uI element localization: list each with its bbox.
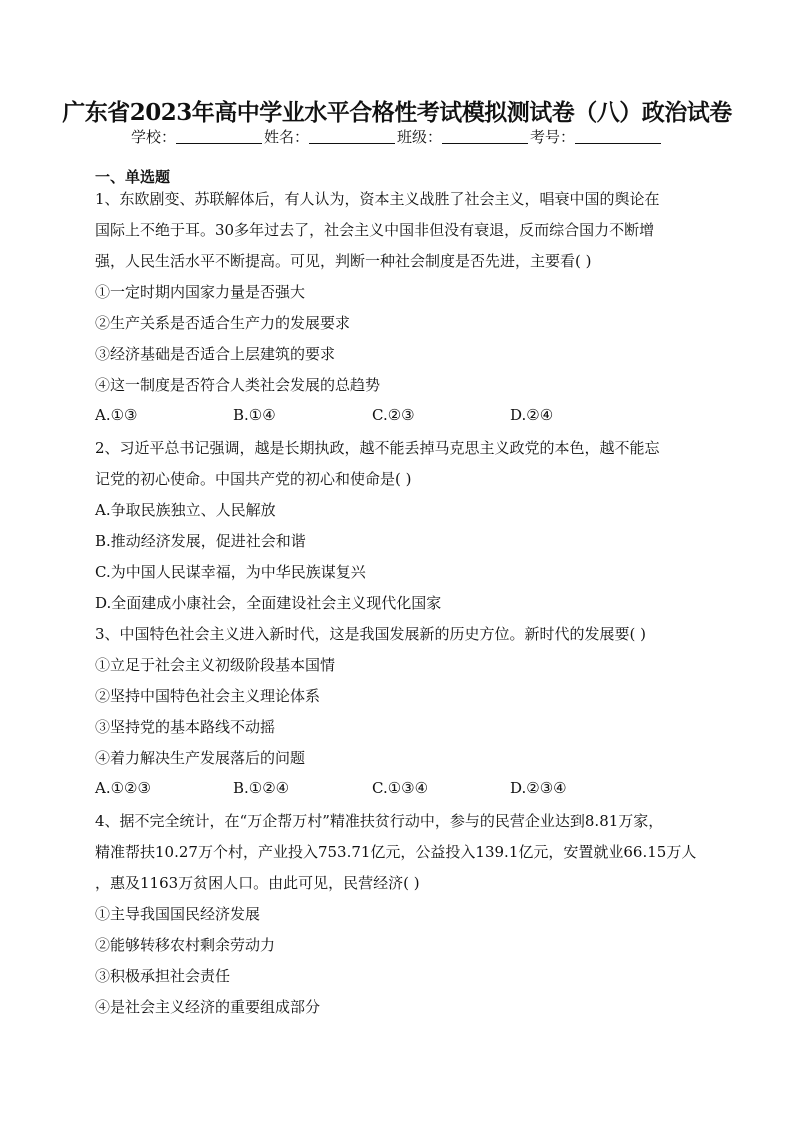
q2-stem-line: 2、习近平总书记强调，越是长期执政，越不能丢掉马克思主义政党的本色，越不能忘: [95, 439, 660, 457]
name-blank: [309, 129, 395, 144]
q4-item: ①主导我国国民经济发展: [95, 905, 261, 923]
q3-item: ①立足于社会主义初级阶段基本国情: [95, 656, 336, 674]
q3-option-c: C.①③④: [372, 779, 429, 797]
q1-option-d: D.②④: [510, 406, 554, 424]
q4-stem-line: ，惠及1163万贫困人口。由此可见，民营经济( ): [95, 874, 420, 892]
section-heading: 一、单选题: [95, 168, 171, 186]
q4-item: ④是社会主义经济的重要组成部分: [95, 998, 321, 1016]
q1-item: ①一定时期内国家力量是否强大: [95, 283, 306, 301]
school-blank: [176, 129, 262, 144]
q1-item: ③经济基础是否适合上层建筑的要求: [95, 345, 336, 363]
school-label: 学校：: [130, 128, 176, 146]
name-label: 姓名：: [263, 128, 309, 146]
number-blank: [575, 129, 661, 144]
q3-item: ④着力解决生产发展落后的问题: [95, 749, 306, 767]
q4-item: ②能够转移农村剩余劳动力: [95, 936, 276, 954]
class-label: 班级：: [397, 128, 443, 146]
q3-option-b: B.①②④: [233, 779, 290, 797]
q1-options: [95, 406, 695, 428]
q3-option-d: D.②③④: [510, 779, 567, 797]
exam-title: 广东省2023年高中学业水平合格性考试模拟测试卷（八）政治试卷: [62, 99, 732, 126]
class-blank: [442, 129, 528, 144]
q4-stem-line: 4、据不完全统计，在“万企帮万村”精准扶贫行动中，参与的民营企业达到8.81万家，: [95, 812, 664, 830]
q2-choice-b: B.推动经济发展，促进社会和谐: [95, 532, 306, 550]
q1-option-a: A.①③: [95, 406, 138, 424]
q1-option-b: B.①④: [233, 406, 276, 424]
q4-stem-line: 精准帮扶10.27万个村，产业投入753.71亿元，公益投入139.1亿元，安置就业66.15万人: [95, 843, 697, 861]
q3-option-a: A.①②③: [95, 779, 151, 797]
q1-item: ②生产关系是否适合生产力的发展要求: [95, 314, 351, 332]
q4-item: ③积极承担社会责任: [95, 967, 231, 985]
q3-item: ②坚持中国特色社会主义理论体系: [95, 687, 321, 705]
q2-stem-line: 记党的初心使命。中国共产党的初心和使命是( ): [95, 470, 412, 488]
q2-choice-d: D.全面建成小康社会，全面建设社会主义现代化国家: [95, 594, 442, 612]
q1-stem-line: 1、东欧剧变、苏联解体后，有人认为，资本主义战胜了社会主义，唱衰中国的舆论在: [95, 190, 660, 208]
number-label: 考号：: [530, 128, 576, 146]
q1-option-c: C.②③: [372, 406, 415, 424]
q3-options: [95, 779, 695, 801]
q1-stem-line: 强，人民生活水平不断提高。可见，判断一种社会制度是否先进，主要看( ): [95, 252, 592, 270]
q2-choice-c: C.为中国人民谋幸福，为中华民族谋复兴: [95, 563, 366, 581]
q2-choice-a: A.争取民族独立、人民解放: [95, 501, 276, 519]
q3-stem-line: 3、中国特色社会主义进入新时代，这是我国发展新的历史方位。新时代的发展要( ): [95, 625, 647, 643]
q3-item: ③坚持党的基本路线不动摇: [95, 718, 276, 736]
q1-stem-line: 国际上不绝于耳。30多年过去了，社会主义中国非但没有衰退，反而综合国力不断增: [95, 221, 655, 239]
q1-item: ④这一制度是否符合人类社会发展的总趋势: [95, 376, 381, 394]
student-info-line: [0, 126, 794, 147]
